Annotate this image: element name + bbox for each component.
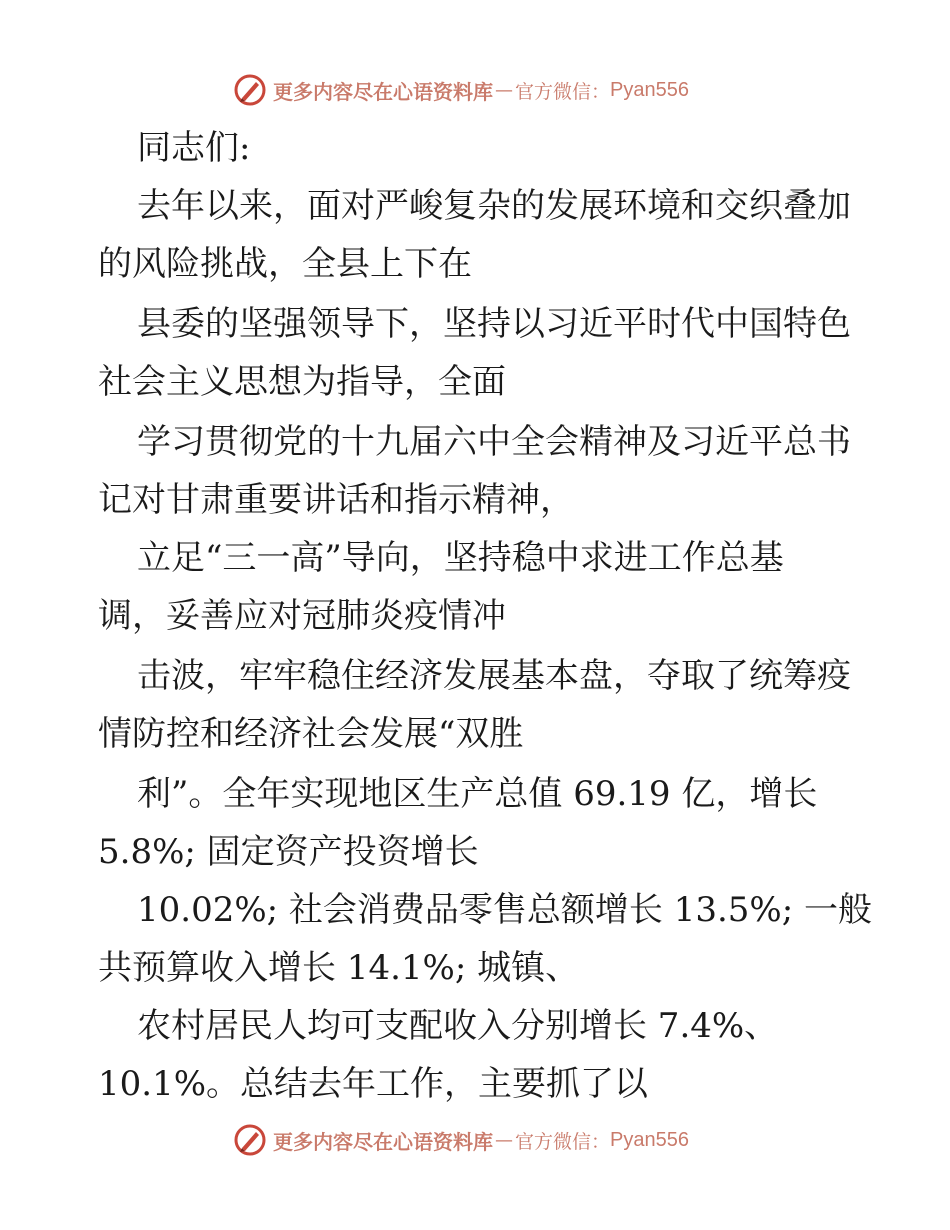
body-line: 县委的坚强领导下，坚持以习近平时代中国特色 (137, 304, 851, 344)
body-line: 利”。全年实现地区生产总值 69.19 亿，增长 (137, 774, 818, 814)
banner-wechat-id: Pyan556 (610, 1128, 689, 1151)
body-line: 10.1%。总结去年工作，主要抓了以 (98, 1064, 649, 1104)
body-line: 立足“三一高”导向，坚持稳中求进工作总基 (137, 538, 784, 578)
body-line: 学习贯彻党的十九届六中全会精神及习近平总书 (137, 422, 851, 462)
body-line: 的风险挑战，全县上下在 (98, 244, 472, 284)
banner-separator: — (495, 1129, 513, 1151)
banner-text: 更多内容尽在心语资料库 (273, 1129, 493, 1154)
banner-wechat-label: 官方微信： (515, 1130, 611, 1153)
body-line: 共预算收入增长 14.1%; 城镇、 (98, 948, 580, 988)
body-line: 情防控和经济社会发展“双胜 (98, 714, 524, 754)
body-line: 调，妥善应对冠肺炎疫情冲 (98, 596, 506, 636)
body-line: 同志们: (137, 128, 251, 168)
banner-wechat-id: Pyan556 (610, 78, 689, 101)
body-line: 5.8%; 固定资产投资增长 (98, 832, 479, 872)
header-banner (233, 70, 689, 110)
banner-separator: — (495, 79, 513, 101)
body-line: 去年以来，面对严峻复杂的发展环境和交织叠加 (137, 186, 851, 226)
pen-logo-icon (233, 73, 267, 107)
banner-text: 更多内容尽在心语资料库 (273, 79, 493, 104)
banner-wechat-label: 官方微信： (515, 80, 611, 103)
body-line: 击波，牢牢稳住经济发展基本盘，夺取了统筹疫 (137, 656, 851, 696)
body-line: 农村居民人均可支配收入分别增长 7.4%、 (137, 1006, 779, 1046)
body-line: 社会主义思想为指导，全面 (98, 362, 506, 402)
body-line: 记对甘肃重要讲话和指示精神， (98, 480, 574, 520)
pen-logo-icon (233, 1123, 267, 1157)
footer-banner (233, 1120, 689, 1160)
body-line: 10.02%; 社会消费品零售总额增长 13.5%; 一般 (137, 890, 872, 930)
